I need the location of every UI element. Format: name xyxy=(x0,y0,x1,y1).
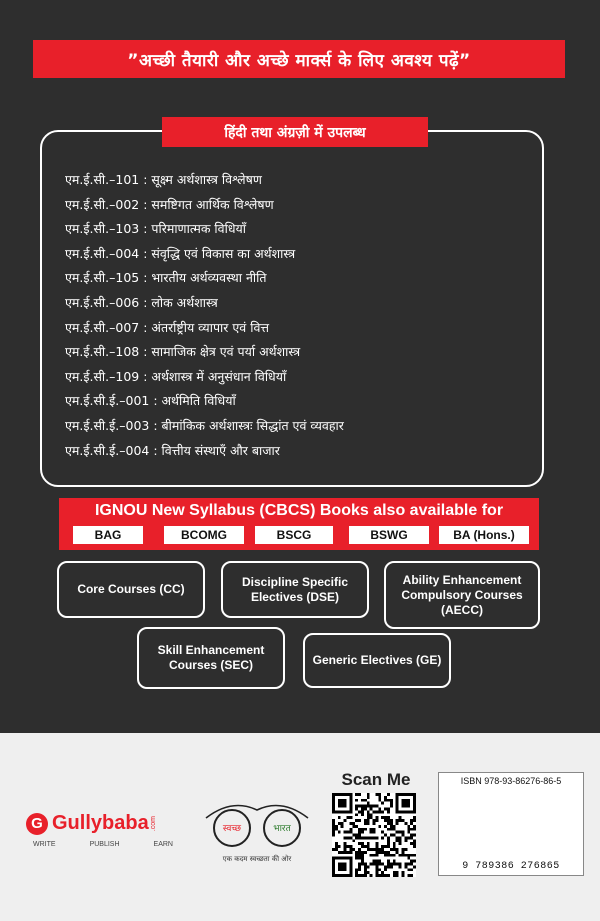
course-item: एम.ई.सी.–109 : अर्थशास्त्र में अनुसंधान विधियाँ xyxy=(65,368,287,384)
course-type-sec: Skill Enhancement Courses (SEC) xyxy=(137,627,285,689)
course-item: एम.ई.सी.–006 : लोक अर्थशास्त्र xyxy=(65,294,218,310)
course-item: एम.ई.सी.–101 : सूक्ष्म अर्थशास्त्र विश्लेषण xyxy=(65,172,262,187)
course-list xyxy=(65,168,535,463)
program-badge-bag: BAG xyxy=(73,526,143,544)
course-type-cc: Core Courses (CC) xyxy=(57,561,205,618)
course-type-dse: Discipline Specific Electives (DSE) xyxy=(221,561,369,618)
swachh-left-text: स्वच्छ xyxy=(222,824,242,834)
course-item: एम.ई.सी.–007 : अंतर्राष्ट्रीय व्यापार एवं वित्त xyxy=(65,319,270,335)
tagline-banner xyxy=(33,40,565,78)
course-item: एम.ई.सी.–004 : संवृद्धि एवं विकास का अर्थशास्त्र xyxy=(65,245,296,261)
gullybaba-tld: .com xyxy=(149,815,157,832)
scan-me-label: Scan Me xyxy=(341,770,411,789)
swachh-bharat-logo xyxy=(202,796,312,856)
course-item: एम.ई.सी.ई.–004 : वित्तीय संस्थाएँ और बाजार xyxy=(65,442,280,458)
swachh-right-text: भारत xyxy=(273,824,291,834)
qr-modules xyxy=(332,793,416,877)
brand-tag-publish: PUBLISH xyxy=(89,841,120,848)
course-type-aecc: Ability Enhancement Compulsory Courses (AECC) xyxy=(384,561,540,629)
language-badge xyxy=(162,117,428,147)
qr-code xyxy=(332,793,416,877)
course-item: एम.ई.सी.ई.–003 : बीमांकिक अर्थशास्त्रः सिद्धांत एवं व्यवहार xyxy=(65,417,344,433)
brand-taglines xyxy=(33,841,173,848)
gullybaba-logo xyxy=(26,812,157,835)
gullybaba-wordmark: Gullybaba xyxy=(52,812,149,834)
swachh-tagline: एक कदम स्वच्छता की ओर xyxy=(222,855,292,863)
course-item: एम.ई.सी.–103 : परिमाणात्मक विधियाँ xyxy=(65,221,246,237)
isbn-barcode-box xyxy=(438,772,584,876)
tagline-text: ”अच्छी तैयारी और अच्छे मार्क्स के लिए अवश्य पढ़ें” xyxy=(127,50,471,71)
cbcs-banner xyxy=(59,498,539,550)
language-badge-text: हिंदी तथा अंग्रज़ी में उपलब्ध xyxy=(224,124,366,141)
program-badge-bswg: BSWG xyxy=(349,526,429,544)
cbcs-title: IGNOU New Syllabus (CBCS) Books also available for xyxy=(94,502,504,519)
course-type-ge: Generic Electives (GE) xyxy=(303,633,451,688)
brand-tag-write: WRITE xyxy=(33,841,56,848)
program-badge-bscg: BSCG xyxy=(255,526,333,544)
gullybaba-g-icon: G xyxy=(26,813,48,835)
isbn-barcode xyxy=(449,788,573,858)
glasses-bridge-icon xyxy=(206,806,308,819)
course-item: एम.ई.सी.–108 : सामाजिक क्षेत्र एवं पर्या अर्थशास्त्र xyxy=(65,344,301,360)
isbn-text: ISBN 978-93-86276-86-5 xyxy=(460,776,562,786)
program-badge-ba-hons: BA (Hons.) xyxy=(439,526,529,544)
program-badge-bcomg: BCOMG xyxy=(164,526,244,544)
isbn-digits: 9 789386 276865 xyxy=(462,861,560,872)
course-item: एम.ई.सी.ई.–001 : अर्थमिति विधियाँ xyxy=(65,393,236,409)
brand-tag-earn: EARN xyxy=(153,841,173,848)
course-item: एम.ई.सी.–105 : भारतीय अर्थव्यवस्था नीति xyxy=(65,270,267,286)
course-item: एम.ई.सी.–002 : समष्टिगत आर्थिक विश्लेषण xyxy=(65,196,274,212)
